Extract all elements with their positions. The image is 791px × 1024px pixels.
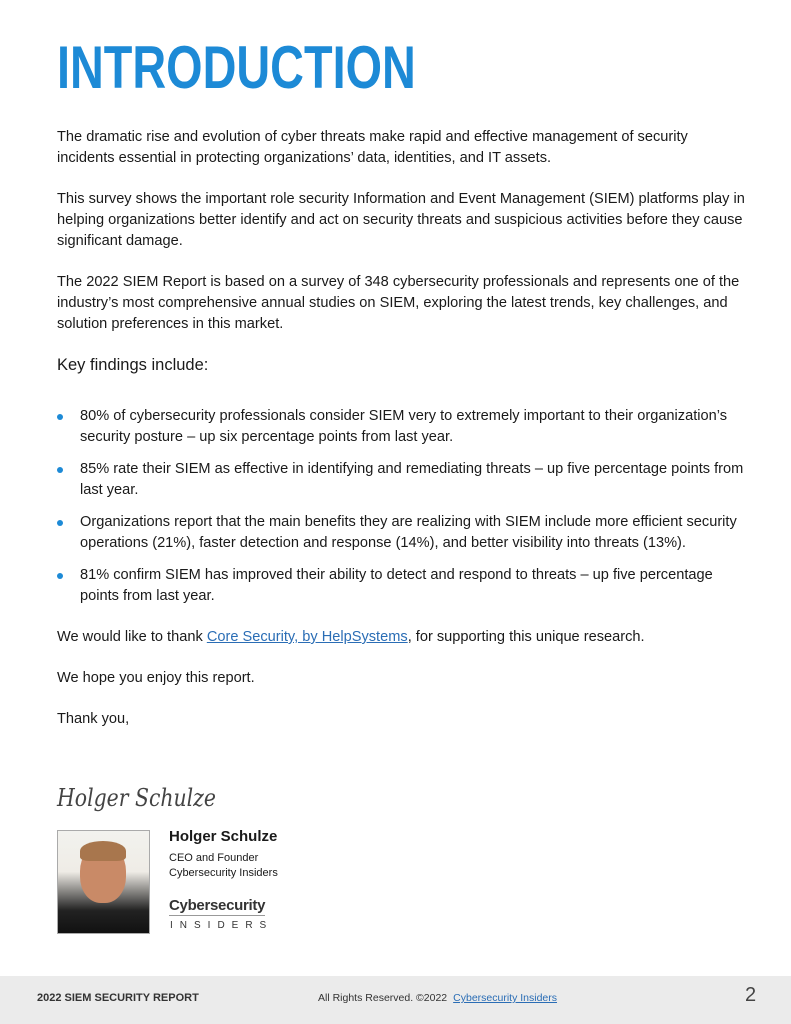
bullet-icon	[57, 467, 63, 473]
finding-text: Organizations report that the main benefits they are realizing with SIEM include more efficient security operations (21%), faster detection and response (14%), and better visibility into threats (13%).	[80, 514, 737, 551]
intro-body	[57, 127, 747, 750]
logo-top: Cybersecurity	[169, 897, 266, 914]
bullet-icon	[57, 414, 63, 420]
core-security-link[interactable]: Core Security, by HelpSystems	[206, 629, 408, 645]
page-number: 2	[745, 984, 757, 1006]
author-name: Holger Schulze	[169, 828, 278, 845]
thanks-text	[57, 627, 747, 648]
bullet-icon	[57, 573, 63, 579]
handwritten-signature: Holger Schulze	[57, 784, 216, 812]
logo-bottom: INSIDERS	[170, 920, 274, 931]
bullet-icon	[57, 520, 63, 526]
paragraph: The dramatic rise and evolution of cyber threats make rapid and effective management of security incidents essential in protecting organizations’ data, identities, and IT assets.	[57, 129, 688, 166]
author-photo	[57, 830, 150, 934]
paragraph: The 2022 SIEM Report is based on a survey of 348 cybersecurity professionals and represents one of the industry’s most comprehensive annual studies on SIEM, exploring the latest trends, key challenges, and solution preferences in this market.	[57, 274, 740, 332]
finding-text: 80% of cybersecurity professionals consider SIEM very to extremely important to their organization’s security posture – up six percentage points from last year.	[80, 408, 728, 445]
author-title: CEO and Founder	[169, 852, 259, 864]
footer-rights	[318, 992, 557, 1004]
page-title: INTRODUCTION	[57, 34, 416, 101]
rights-text: All Rights Reserved. ©2022	[318, 992, 448, 1004]
finding-text: 85% rate their SIEM as effective in identifying and remediating threats – up five percentage points from last year.	[80, 461, 744, 498]
list-item	[57, 406, 747, 448]
list-item	[57, 512, 747, 554]
list-item	[57, 459, 747, 501]
findings-list	[57, 406, 747, 607]
closing-text: Thank you,	[57, 711, 130, 727]
footer	[0, 976, 791, 1024]
thanks-after: , for supporting this unique research.	[407, 629, 645, 645]
author-company: Cybersecurity Insiders	[169, 866, 278, 879]
key-findings-heading: Key findings include:	[57, 356, 209, 374]
finding-text: 81% confirm SIEM has improved their ability to detect and respond to threats – up five percentage points from last year.	[80, 567, 713, 604]
hope-text: We hope you enjoy this report.	[57, 670, 255, 686]
thanks-before: We would like to thank	[57, 629, 207, 645]
footer-link[interactable]: Cybersecurity Insiders	[453, 992, 558, 1004]
list-item	[57, 565, 747, 607]
footer-report-title: 2022 SIEM SECURITY REPORT	[37, 992, 199, 1004]
paragraph: This survey shows the important role security Information and Event Management (SIEM) platforms play in helping organizations better identify and act on security threats and suspicious activities before they cause significant damage.	[57, 191, 745, 249]
author-role	[169, 851, 278, 880]
